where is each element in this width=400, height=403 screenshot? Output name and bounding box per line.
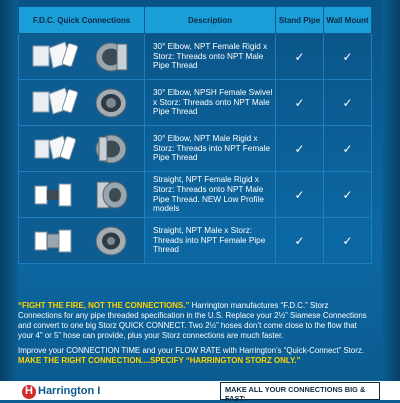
wall-mount-check: ✓ xyxy=(324,126,372,172)
marketing-copy xyxy=(18,301,374,371)
copy-slogan: “FIGHT THE FIRE, NOT THE CONNECTIONS.” xyxy=(18,301,190,310)
table-row xyxy=(19,80,372,126)
header-stand-pipe: Stand Pipe xyxy=(276,7,324,34)
right-border xyxy=(382,0,400,400)
storz-coupling-image xyxy=(91,86,131,120)
row-description: 30° Elbow, NPT Female Rigid x Storz: Threads onto NPT Male Pipe Thread xyxy=(145,34,276,80)
promo-box: MAKE ALL YOUR CONNECTIONS BIG & FAST: xyxy=(220,382,380,400)
header-quick-connections: F.D.C. Quick Connections xyxy=(19,7,145,34)
storz-coupling-image xyxy=(91,40,131,74)
copy-tagline: MAKE THE RIGHT CONNECTION....SPECIFY “HARRINGTON STORZ ONLY.” xyxy=(18,356,301,365)
copy-paragraph xyxy=(18,301,374,341)
product-images xyxy=(19,80,145,126)
stand-pipe-check: ✓ xyxy=(276,172,324,218)
header-wall-mount: Wall Mount xyxy=(324,7,372,34)
straight-fitting-image xyxy=(31,178,79,212)
stand-pipe-check: ✓ xyxy=(276,218,324,264)
stand-pipe-check: ✓ xyxy=(276,34,324,80)
product-images xyxy=(19,172,145,218)
fdc-connections-table xyxy=(18,6,372,264)
elbow-fitting-image xyxy=(31,86,79,120)
table-row xyxy=(19,34,372,80)
table-row xyxy=(19,172,372,218)
stand-pipe-check: ✓ xyxy=(276,80,324,126)
storz-coupling-image xyxy=(91,178,131,212)
storz-coupling-image xyxy=(91,132,131,166)
table-header-row xyxy=(19,7,372,34)
product-images xyxy=(19,126,145,172)
storz-coupling-image xyxy=(91,224,131,258)
product-images xyxy=(19,218,145,264)
stand-pipe-check: ✓ xyxy=(276,126,324,172)
row-description: 30° Elbow, NPT Male Rigid x Storz: Threads into NPT Female Pipe Thread xyxy=(145,126,276,172)
table-row xyxy=(19,218,372,264)
row-description: Straight, NPT Female Rigid x Storz: Threads onto NPT Male Pipe Thread. NEW Low Profile models xyxy=(145,172,276,218)
product-images xyxy=(19,34,145,80)
wall-mount-check: ✓ xyxy=(324,218,372,264)
wall-mount-check: ✓ xyxy=(324,172,372,218)
harrington-logo-text: Harrington I xyxy=(38,385,101,397)
left-border xyxy=(0,0,18,400)
logo-letter: H xyxy=(25,385,33,397)
copy-body: Harrington manufactures “F.D.C.” Storz Connections for any pipe threaded specification in the U.S. Replace your 2½” Siamese Connections and convert to one big Storz QUICK CONNECT. Two 2½” hoses don’t come close to the flow that your 4” or 5” hose can provide, plus your Storz connections are much faster. xyxy=(18,301,367,340)
header-description: Description xyxy=(145,7,276,34)
copy-body: Improve your CONNECTION TIME and your FLOW RATE with Harrington’s “Quick-Connect” Storz. xyxy=(18,346,364,355)
wall-mount-check: ✓ xyxy=(324,34,372,80)
elbow-fitting-image xyxy=(31,132,79,166)
table-row xyxy=(19,126,372,172)
row-description: 30° Elbow, NPSH Female Swivel x Storz: Threads onto NPT Male Pipe Thread xyxy=(145,80,276,126)
straight-fitting-image xyxy=(31,224,79,258)
wall-mount-check: ✓ xyxy=(324,80,372,126)
elbow-fitting-image xyxy=(31,40,79,74)
harrington-logo-icon xyxy=(22,385,36,399)
row-description: Straight, NPT Male x Storz: Threads into NPT Female Pipe Thread xyxy=(145,218,276,264)
copy-paragraph xyxy=(18,346,374,366)
